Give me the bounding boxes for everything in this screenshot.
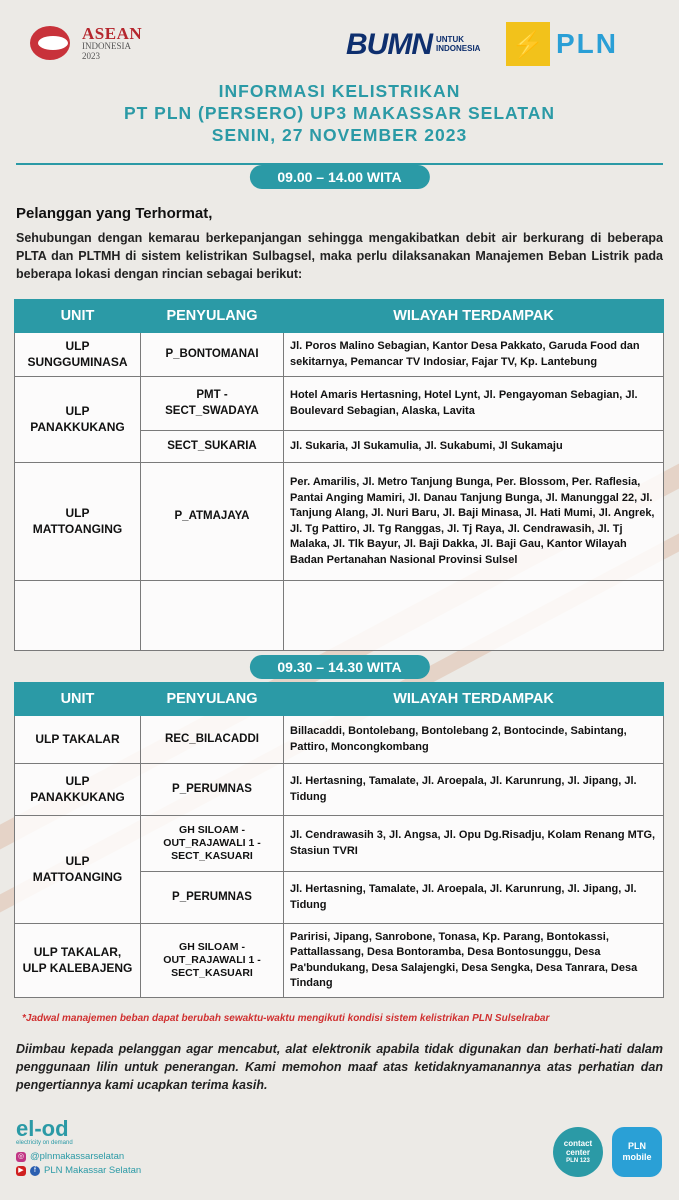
pln-logo bbox=[506, 22, 618, 66]
greeting: Pelanggan yang Terhormat, bbox=[16, 205, 213, 222]
penyulang-cell: REC_BILACADDI bbox=[141, 716, 284, 764]
facebook-handle: PLN Makassar Selatan bbox=[44, 1165, 142, 1176]
title-line-3: SENIN, 27 NOVEMBER 2023 bbox=[211, 125, 468, 145]
wilayah-cell: Hotel Amaris Hertasning, Hotel Lynt, Jl. Pengayoman Sebagian, Jl. Boulevard Sebagian, Alaska, Lavita bbox=[284, 377, 664, 431]
unit-cell: ULP PANAKKUKANG bbox=[15, 764, 141, 816]
schedule-note: *Jadwal manajemen beban dapat berubah sewaktu-waktu mengikuti kondisi sistem kelistrikan PLN Sulselrabar bbox=[22, 1013, 550, 1024]
asean-emblem-icon bbox=[28, 22, 76, 64]
instagram-link[interactable] bbox=[16, 1150, 141, 1164]
wilayah-cell: Jl. Poros Malino Sebagian, Kantor Desa Pakkato, Garuda Food dan sekitarnya, Pemancar TV Indosiar, Fajar TV, Kp. Lantebung bbox=[284, 333, 664, 377]
facebook-icon: f bbox=[30, 1166, 40, 1176]
session1-table bbox=[14, 299, 664, 651]
unit-cell: ULP PANAKKUKANG bbox=[15, 377, 141, 463]
facebook-link[interactable] bbox=[16, 1164, 141, 1178]
closing-paragraph: Diimbau kepada pelanggan agar mencabut, alat elektronik apabila tidak digunakan dan berhati-hati dalam penggunaan lilin untuk penerangan. Kami memohon maaf atas ketidaknyamanannya atas perhatian dan pengertiannya kami ucapkan terima kasih. bbox=[16, 1042, 663, 1092]
wilayah-cell bbox=[284, 581, 664, 651]
session2-time-badge: 09.30 – 14.30 WITA bbox=[249, 655, 429, 679]
intro-paragraph: Sehubungan dengan kemarau berkepanjangan sehingga mengakibatkan debit air berkurang di beberapa PLTA dan PLTMH di sistem kelistrikan Sulbagsel, maka perlu dilaksanakan Manajemen Beban Listrik pada beberapa lokasi dengan rincian sebagai berikut: bbox=[16, 231, 663, 281]
asean-logo bbox=[28, 22, 142, 64]
header-logos bbox=[0, 18, 679, 78]
column-header-wilayah: WILAYAH TERDAMPAK bbox=[284, 300, 664, 333]
table-row bbox=[15, 764, 664, 816]
table-row bbox=[15, 377, 664, 431]
bumn-logo bbox=[346, 28, 480, 62]
youtube-icon: ▶ bbox=[16, 1166, 26, 1176]
unit-cell: ULP TAKALAR bbox=[15, 716, 141, 764]
footer-social bbox=[16, 1118, 141, 1178]
unit-cell: ULP SUNGGUMINASA bbox=[15, 333, 141, 377]
asean-year: 2023 bbox=[82, 50, 100, 61]
bumn-word: BUMN bbox=[346, 28, 432, 61]
wilayah-cell: Jl. Cendrawasih 3, Jl. Angsa, Jl. Opu Dg.Risadju, Kolam Renang MTG, Stasiun TVRI bbox=[284, 816, 664, 872]
column-header-penyulang: PENYULANG bbox=[141, 683, 284, 716]
unit-cell: ULP TAKALAR, ULP KALEBAJENG bbox=[15, 924, 141, 998]
contact-center-badge[interactable] bbox=[553, 1127, 603, 1177]
table-row bbox=[15, 924, 664, 998]
wilayah-cell: Jl. Sukaria, Jl Sukamulia, Jl. Sukabumi, Jl Sukamaju bbox=[284, 431, 664, 463]
mobile-line-1: PLN bbox=[628, 1141, 646, 1151]
wilayah-cell: Paririsi, Jipang, Sanrobone, Tonasa, Kp. Parang, Bontokassi, Pattallassang, Desa Bontoramba, Desa Bontosunggu, Desa Pa'bundukang, Desa Salajengki, Desa Sengka, Desa Tanrara, Desa Tindang bbox=[284, 924, 664, 998]
penyulang-cell: P_PERUMNAS bbox=[141, 872, 284, 924]
table-row-empty bbox=[15, 581, 664, 651]
unit-cell: ULP MATTOANGING bbox=[15, 816, 141, 924]
page-title bbox=[0, 80, 679, 146]
contact-line-3: PLN 123 bbox=[566, 1157, 590, 1164]
bumn-sub1: UNTUK bbox=[436, 35, 464, 45]
penyulang-cell: GH SILOAM - OUT_RAJAWALI 1 - SECT_KASUARI bbox=[141, 924, 284, 998]
unit-cell bbox=[15, 581, 141, 651]
wilayah-cell: Jl. Hertasning, Tamalate, Jl. Aroepala, Jl. Karunrung, Jl. Jipang, Jl. Tidung bbox=[284, 764, 664, 816]
penyulang-cell: PMT - SECT_SWADAYA bbox=[141, 377, 284, 431]
mobile-line-2: mobile bbox=[622, 1152, 652, 1162]
instagram-icon: ◎ bbox=[17, 1153, 25, 1160]
wilayah-cell: Per. Amarilis, Jl. Metro Tanjung Bunga, Per. Blossom, Per. Raflesia, Pantai Anging Mamiri, Jl. Danau Tanjung Bunga, Jl. Manunggal 22, Jl. Tanjung Alang, Jl. Nuri Baru, Jl. Baji Minasa, Jl. Hati Mumi, Jl. Angrek, Jl. Tg Pattiro, Jl. Tg Ranggas, Jl. Tj Raya, Jl. Cendrawasih, Jl. Tj Malaka, Jl. Tlk Bayur, Jl. Baji Dakka, Jl. Baji Gau, Kantor Wilayah Badan Pertanahan Nasional Provinsi Sulsel bbox=[284, 463, 664, 581]
asean-title: ASEAN bbox=[82, 23, 143, 43]
pln-mobile-badge[interactable] bbox=[612, 1127, 662, 1177]
elod-logo: el-od bbox=[16, 1116, 69, 1141]
bumn-sub2: INDONESIA bbox=[436, 44, 481, 53]
session1-time-badge: 09.00 – 14.00 WITA bbox=[249, 165, 429, 189]
table-row bbox=[15, 816, 664, 872]
wilayah-cell: Jl. Hertasning, Tamalate, Jl. Aroepala, Jl. Karunrung, Jl. Jipang, Jl. Tidung bbox=[284, 872, 664, 924]
asean-country: INDONESIA bbox=[82, 41, 131, 52]
column-header-unit: UNIT bbox=[15, 300, 141, 333]
elod-tagline: electricity on demand bbox=[16, 1140, 73, 1146]
penyulang-cell: GH SILOAM - OUT_RAJAWALI 1 - SECT_KASUARI bbox=[141, 816, 284, 872]
contact-line-1: contact bbox=[563, 1138, 593, 1148]
table-row bbox=[15, 333, 664, 377]
penyulang-cell: SECT_SUKARIA bbox=[141, 431, 284, 463]
title-line-1: INFORMASI KELISTRIKAN bbox=[218, 81, 461, 101]
wilayah-cell: Billacaddi, Bontolebang, Bontolebang 2, Bontocinde, Sabintang, Pattiro, Moncongkombang bbox=[284, 716, 664, 764]
column-header-unit: UNIT bbox=[15, 683, 141, 716]
session2-table bbox=[14, 682, 664, 998]
table-row bbox=[15, 716, 664, 764]
table-row bbox=[15, 463, 664, 581]
pln-word: PLN bbox=[556, 28, 618, 59]
penyulang-cell: P_BONTOMANAI bbox=[141, 333, 284, 377]
table-header-row bbox=[15, 300, 664, 333]
table-header-row bbox=[15, 683, 664, 716]
contact-line-2: center bbox=[565, 1147, 590, 1157]
title-line-2: PT PLN (PERSERO) UP3 MAKASSAR SELATAN bbox=[123, 103, 556, 123]
pln-bolt-icon: ⚡ bbox=[506, 22, 550, 66]
penyulang-cell: P_PERUMNAS bbox=[141, 764, 284, 816]
column-header-wilayah: WILAYAH TERDAMPAK bbox=[284, 683, 664, 716]
penyulang-cell: P_ATMAJAYA bbox=[141, 463, 284, 581]
column-header-penyulang: PENYULANG bbox=[141, 300, 284, 333]
penyulang-cell bbox=[141, 581, 284, 651]
instagram-handle: @plnmakassarselatan bbox=[30, 1151, 125, 1162]
unit-cell: ULP MATTOANGING bbox=[15, 463, 141, 581]
